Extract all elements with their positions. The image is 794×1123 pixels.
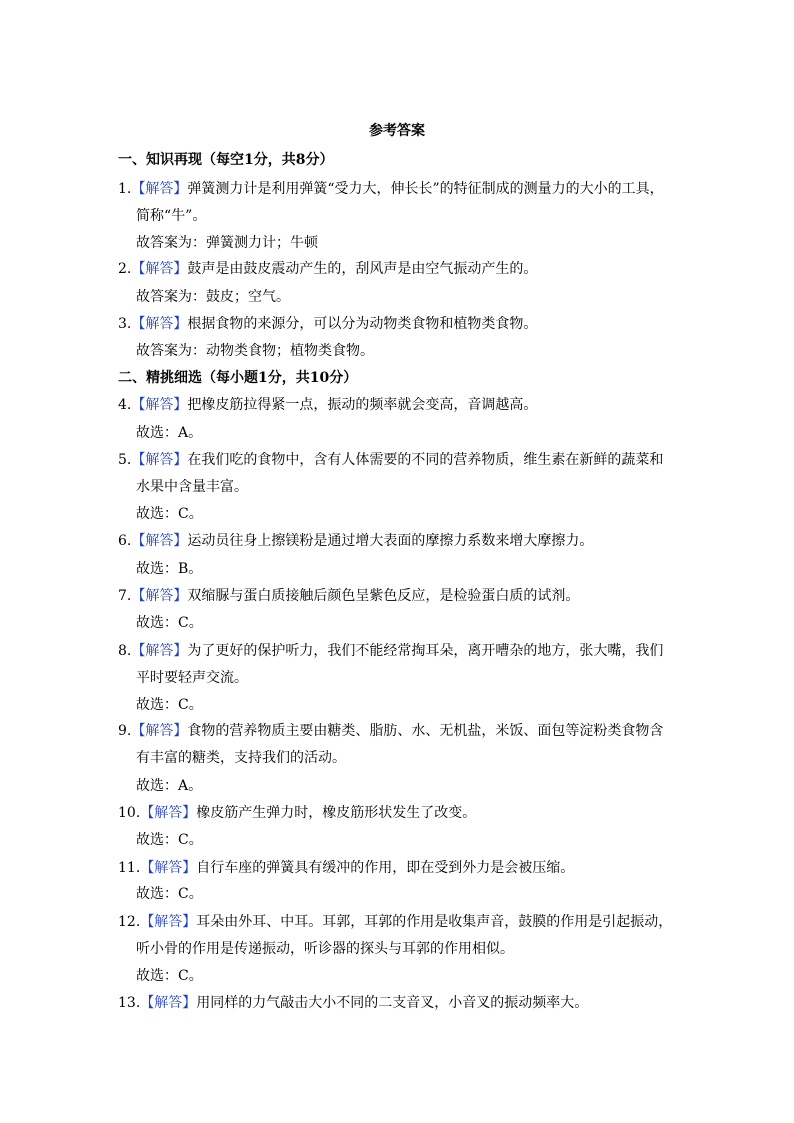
answer-text-cont: 水果中含量丰富。 [136, 479, 248, 495]
answer-tag: 【解答】 [131, 643, 188, 659]
item-number: 7. [118, 588, 132, 604]
final-answer: 故选：C。 [136, 615, 203, 631]
answer-text: 运动员往身上擦镁粉是通过增大表面的摩擦力系数来增大摩擦力。 [187, 533, 594, 549]
answer-tag: 【解答】 [131, 261, 188, 277]
answer-item-11 [118, 858, 574, 878]
item-number: 11. [118, 860, 141, 876]
final-answer: 故选：B。 [136, 561, 203, 577]
answer-text: 食物的营养物质主要由糖类、脂肪、水、无机盐，米饭、面包等淀粉类食物含 [187, 723, 664, 739]
final-answer: 故答案为：动物类食物；植物类食物。 [136, 343, 374, 359]
answer-text: 用同样的力气敲击大小不同的二支音叉，小音叉的振动频率大。 [196, 995, 589, 1011]
section-heading-1: 一、知识再现（每空1分，共8分） [118, 152, 334, 168]
answer-tag: 【解答】 [131, 588, 188, 604]
answer-tag: 【解答】 [131, 723, 188, 739]
item-number: 12. [118, 914, 141, 930]
final-answer: 故答案为：弹簧测力计；牛顿 [136, 235, 318, 251]
item-number: 6. [118, 533, 132, 549]
item-number: 2. [118, 261, 132, 277]
final-answer: 故选：C。 [136, 506, 203, 522]
answer-item-9 [118, 721, 663, 741]
answer-text: 在我们吃的食物中，含有人体需要的不同的营养物质，维生素在新鲜的蔬菜和 [187, 452, 664, 468]
item-number: 10. [118, 805, 141, 821]
answer-text: 耳朵由外耳、中耳。耳郭，耳郭的作用是收集声音，鼓膜的作用是引起振动， [196, 914, 673, 930]
final-answer: 故选：A。 [136, 425, 203, 441]
answer-text-cont: 平时要轻声交流。 [136, 670, 248, 686]
item-number: 8. [118, 643, 132, 659]
answer-item-10 [118, 803, 476, 823]
item-number: 13. [118, 995, 141, 1011]
answer-text: 把橡皮筋拉得紧一点，振动的频率就会变高，音调越高。 [187, 397, 538, 413]
answer-item-3 [118, 314, 537, 334]
answer-item-13 [118, 993, 588, 1013]
answer-tag: 【解答】 [131, 397, 188, 413]
answer-tag: 【解答】 [131, 316, 188, 332]
item-number: 5. [118, 452, 132, 468]
answer-text-cont: 简称“牛”。 [136, 208, 207, 224]
page-title: 参考答案 [369, 123, 425, 139]
answer-text: 橡皮筋产生弹力时，橡皮筋形状发生了改变。 [196, 805, 477, 821]
final-answer: 故选：C。 [136, 697, 203, 713]
answer-tag: 【解答】 [131, 452, 188, 468]
answer-tag: 【解答】 [140, 860, 197, 876]
final-answer: 故选：C。 [136, 968, 203, 984]
answer-item-7 [118, 586, 579, 606]
answer-item-12 [118, 912, 672, 932]
answer-text: 自行车座的弹簧具有缓冲的作用，即在受到外力是会被压缩。 [196, 860, 575, 876]
answer-tag: 【解答】 [140, 914, 197, 930]
final-answer: 故选：C。 [136, 832, 203, 848]
answer-tag: 【解答】 [131, 181, 188, 197]
answer-tag: 【解答】 [140, 995, 197, 1011]
answer-text: 根据食物的来源分，可以分为动物类食物和植物类食物。 [187, 316, 538, 332]
final-answer: 故选：C。 [136, 886, 203, 902]
final-answer: 故答案为：鼓皮；空气。 [136, 289, 290, 305]
final-answer: 故选：A。 [136, 778, 203, 794]
answer-item-4 [118, 395, 537, 415]
item-number: 1. [118, 181, 132, 197]
answer-item-5 [118, 450, 663, 470]
answer-text-cont: 有丰富的糖类，支持我们的活动。 [136, 750, 346, 766]
answer-item-2 [118, 259, 537, 279]
item-number: 9. [118, 723, 132, 739]
answer-item-6 [118, 531, 593, 551]
answer-text: 弹簧测力计是利用弹簧“受力大，伸长长”的特征制成的测量力的大小的工具， [187, 181, 664, 197]
answer-text: 为了更好的保护听力，我们不能经常掏耳朵，离开嘈杂的地方，张大嘴，我们 [187, 643, 664, 659]
section-heading-2: 二、精挑细选（每小题1分，共10分） [118, 370, 358, 386]
item-number: 4. [118, 397, 132, 413]
answer-text: 鼓声是由鼓皮震动产生的，刮风声是由空气振动产生的。 [187, 261, 538, 277]
answer-item-1 [118, 179, 664, 199]
answer-item-8 [118, 641, 663, 661]
answer-tag: 【解答】 [140, 805, 197, 821]
item-number: 3. [118, 316, 132, 332]
answer-text: 双缩脲与蛋白质接触后颜色呈紫色反应，是检验蛋白质的试剂。 [187, 588, 580, 604]
answer-tag: 【解答】 [131, 533, 188, 549]
answer-text-cont: 听小骨的作用是传递振动，听诊器的探头与耳郭的作用相似。 [136, 941, 514, 957]
